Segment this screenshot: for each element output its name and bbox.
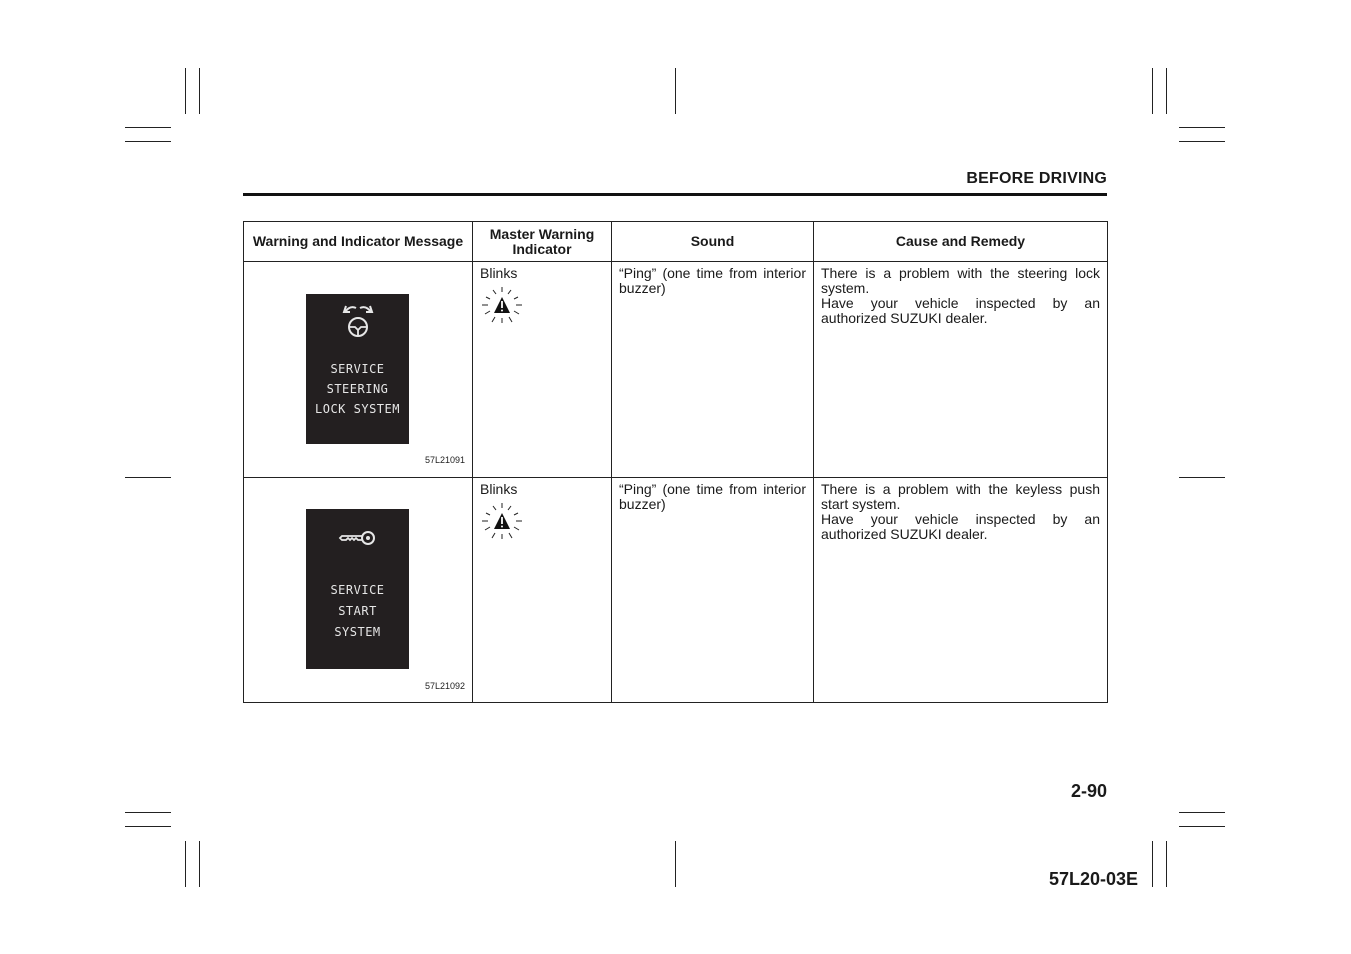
display-line: SERVICE [330, 362, 385, 376]
display-line: SYSTEM [334, 625, 381, 639]
master-warning-blinking-icon [480, 285, 524, 325]
remedy-text: Have your vehicle inspected by an authorized SUZUKI dealer. [821, 295, 1100, 326]
steering-lock-display [306, 294, 409, 444]
crop-mark [125, 812, 171, 813]
warning-table [243, 221, 1108, 703]
crop-mark [125, 141, 171, 142]
crop-mark [1152, 841, 1153, 887]
indicator-cell [473, 478, 612, 703]
table-header-row [244, 222, 1108, 262]
key-icon [338, 526, 378, 550]
start-system-display [306, 509, 409, 669]
section-title: BEFORE DRIVING [966, 170, 1107, 187]
crop-mark [675, 841, 676, 887]
crop-mark [675, 68, 676, 114]
document-code: 57L20-03E [1049, 869, 1139, 889]
crop-mark [1179, 127, 1225, 128]
crop-mark [1152, 68, 1153, 114]
remedy-text: Have your vehicle inspected by an authorized SUZUKI dealer. [821, 511, 1100, 542]
sound-cell: “Ping” (one time from interior buzzer) [612, 262, 814, 478]
column-header-message: Warning and Indicator Message [244, 222, 473, 262]
indicator-text: Blinks [480, 265, 518, 281]
figure-code: 57L21092 [424, 681, 465, 691]
crop-mark [199, 68, 200, 114]
table-row [244, 262, 1108, 478]
crop-mark [125, 127, 171, 128]
indicator-cell [473, 262, 612, 478]
display-line: START [338, 604, 377, 618]
crop-mark [199, 841, 200, 887]
cause-text: There is a problem with the steering lock system. [821, 265, 1100, 296]
indicator-text: Blinks [480, 481, 518, 497]
crop-mark [1179, 141, 1225, 142]
crop-mark [1179, 477, 1225, 478]
display-line: STEERING [326, 382, 389, 396]
message-cell [244, 262, 473, 478]
cause-remedy-cell [814, 262, 1108, 478]
cause-remedy-cell [814, 478, 1108, 703]
column-header-cause-remedy: Cause and Remedy [814, 222, 1108, 262]
sound-cell: “Ping” (one time from interior buzzer) [612, 478, 814, 703]
title-rule [243, 193, 1107, 196]
master-warning-blinking-icon [480, 501, 524, 541]
crop-mark [1166, 68, 1167, 114]
crop-mark [185, 68, 186, 114]
column-header-master-indicator: Master Warning Indicator [473, 222, 612, 262]
column-header-sound: Sound [612, 222, 814, 262]
message-cell [244, 478, 473, 703]
crop-mark [1179, 812, 1225, 813]
page-number: 2-90 [1070, 781, 1107, 801]
crop-mark [125, 477, 171, 478]
display-line: SERVICE [330, 583, 385, 597]
display-line: LOCK SYSTEM [315, 402, 400, 416]
steering-lock-icon [338, 300, 378, 340]
crop-mark [1166, 841, 1167, 887]
cause-text: There is a problem with the keyless push start system. [821, 481, 1100, 512]
table-row [244, 478, 1108, 703]
crop-mark [125, 826, 171, 827]
crop-mark [1179, 826, 1225, 827]
figure-code: 57L21091 [424, 455, 465, 465]
crop-mark [185, 841, 186, 887]
